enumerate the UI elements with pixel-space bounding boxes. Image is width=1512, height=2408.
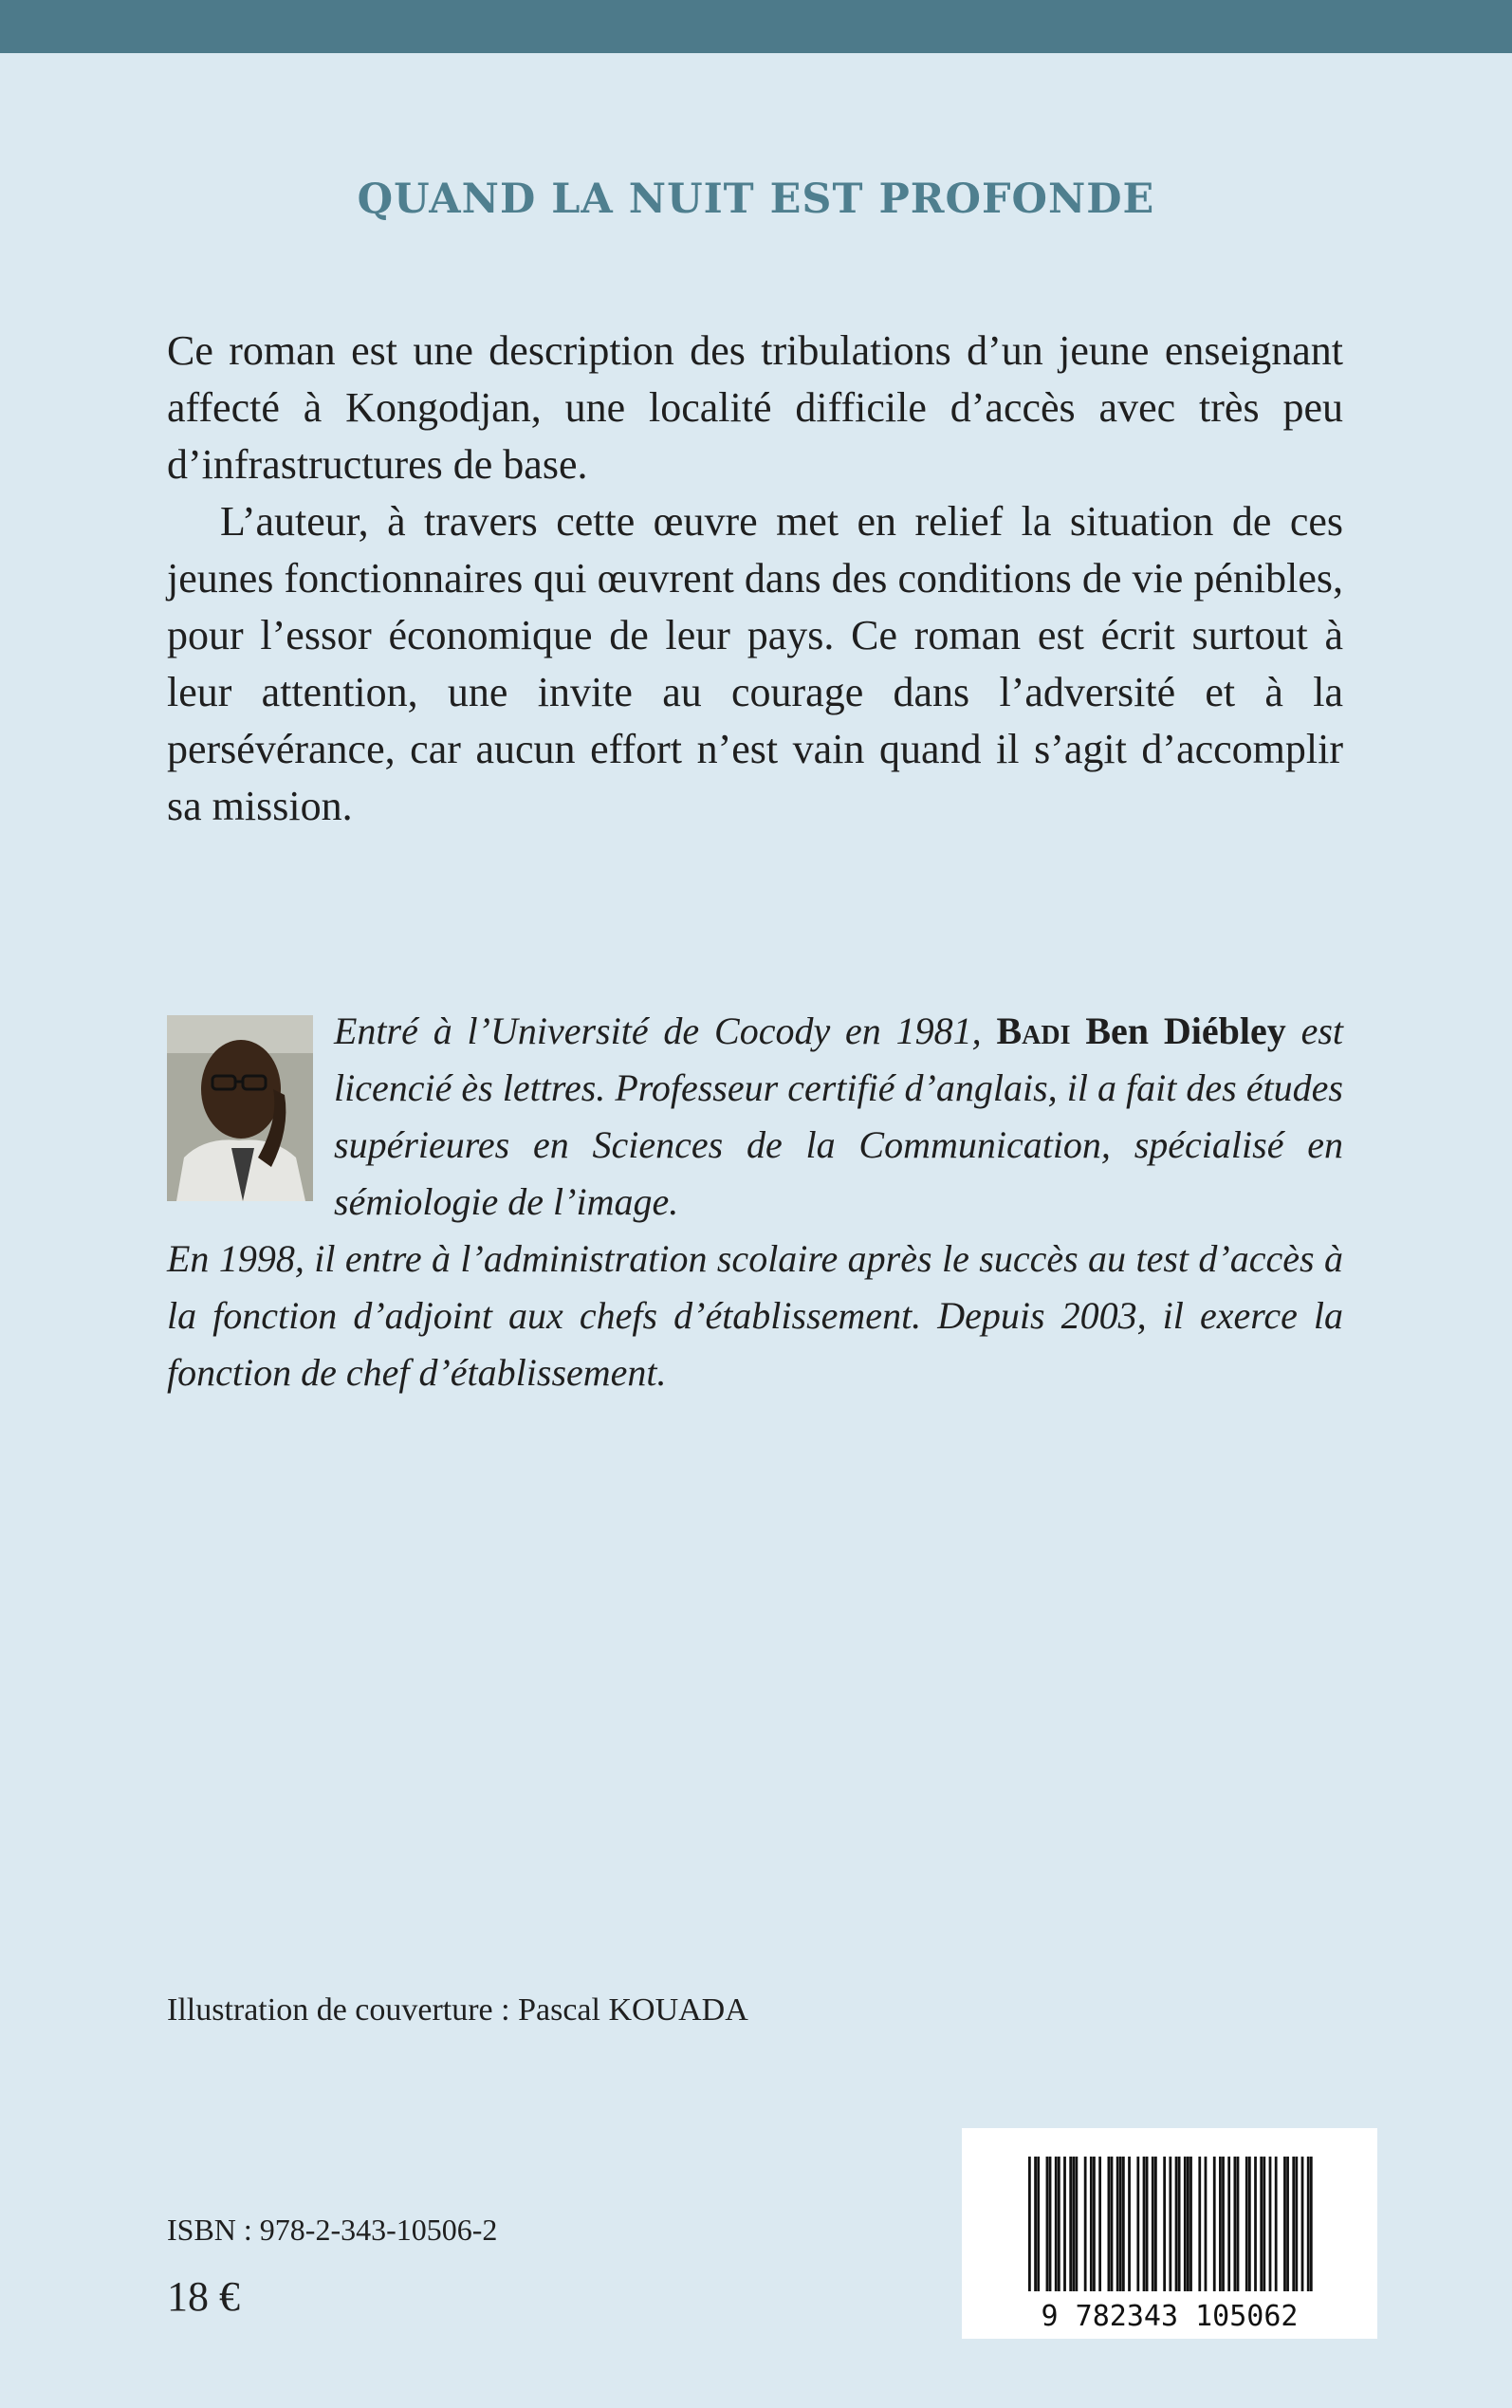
barcode-bar: [1111, 2157, 1114, 2291]
price: 18 €: [167, 2273, 240, 2320]
barcode-bar: [1301, 2157, 1304, 2291]
barcode-bar: [1237, 2157, 1240, 2291]
isbn: ISBN : 978-2-343-10506-2: [167, 2213, 498, 2247]
author-name: Badi Ben Diébley: [996, 1010, 1286, 1052]
barcode-bar: [1198, 2157, 1201, 2291]
barcode-bar: [1184, 2157, 1187, 2291]
barcode-bar: [1263, 2157, 1265, 2291]
synopsis-paragraph-2: L’auteur, à travers cette œuvre met en relief la situation de ces jeunes fonctionnaires qui œuvrent dans des conditions de vie pénibles, pour l’essor économique de leur pays. Ce roman est écrit surtout à leur attention, une invite au courage dans l’adversité et à la persévérance, car aucun effort n’est vain quand il s’agit d’accomplir sa mission.: [167, 498, 1343, 829]
barcode-bar: [1075, 2157, 1078, 2291]
barcode-bar: [1178, 2157, 1181, 2291]
barcode-bar: [1084, 2157, 1087, 2291]
barcode-bar: [1175, 2157, 1178, 2291]
barcode-bar: [1063, 2157, 1066, 2291]
barcode-bar: [1248, 2157, 1251, 2291]
cover-illustration-credit: Illustration de couverture : Pascal KOUADA: [167, 1992, 748, 2028]
barcode-bar: [1205, 2157, 1208, 2291]
barcode-bar: [1055, 2157, 1058, 2291]
barcode-bar: [1187, 2157, 1189, 2291]
barcode-bar: [1260, 2157, 1263, 2291]
barcode-bar: [1037, 2157, 1040, 2291]
barcode-bar: [1286, 2157, 1289, 2291]
barcode-bar: [1136, 2157, 1139, 2291]
barcode-bar: [1119, 2157, 1122, 2291]
barcode-bar: [1233, 2157, 1236, 2291]
bio-lead: Entré à l’Université de Cocody en 1981,: [334, 1010, 982, 1052]
barcode-bar: [1254, 2157, 1257, 2291]
barcode-bar: [1128, 2157, 1131, 2291]
synopsis-paragraph-1: Ce roman est une description des tribulations d’un jeune enseignant affecté à Kongodjan, une localité difficile d’accès avec très peu d’infrastructures de base.: [167, 327, 1343, 488]
barcode-bar: [1046, 2157, 1049, 2291]
barcode-bar: [1098, 2157, 1101, 2291]
barcode-bar: [1269, 2157, 1272, 2291]
barcode-bar: [1154, 2157, 1157, 2291]
barcode-bar: [1034, 2157, 1037, 2291]
barcode-bar: [1049, 2157, 1052, 2291]
barcode: [962, 2128, 1377, 2339]
author-bio-paragraph-2: En 1998, il entre à l’administration scolaire après le succès au test d’accès à la fonction d’adjoint aux chefs d’établissement. Depuis 2003, il exerce la fonction de chef d’établissement.: [167, 1237, 1343, 1394]
barcode-bar: [1116, 2157, 1119, 2291]
barcode-bar: [1245, 2157, 1248, 2291]
barcode-bar: [1307, 2157, 1310, 2291]
bio-rest: est licencié ès lettres. Professeur certifié d’anglais, il a fait des études supérieures en Sciences de la Communication, spécialisé en sémiologie de l’image.: [334, 1010, 1344, 1223]
barcode-bar: [1069, 2157, 1072, 2291]
author-bio-paragraph-1: [167, 1003, 1343, 1231]
barcode-bar: [1090, 2157, 1093, 2291]
barcode-bar: [1122, 2157, 1125, 2291]
barcode-bar: [1108, 2157, 1111, 2291]
barcode-bar: [1222, 2157, 1225, 2291]
synopsis: [167, 323, 1343, 835]
barcode-bar: [1152, 2157, 1154, 2291]
barcode-bar: [1275, 2157, 1278, 2291]
barcode-digits: 9 782343 105062: [1041, 2300, 1299, 2333]
barcode-bar: [1219, 2157, 1222, 2291]
barcode-bar: [1143, 2157, 1146, 2291]
barcode-bar: [1283, 2157, 1286, 2291]
barcode-bar: [1292, 2157, 1295, 2291]
barcode-bar: [1163, 2157, 1166, 2291]
top-color-band: [0, 0, 1512, 53]
barcode-bar: [1227, 2157, 1230, 2291]
barcode-bar: [1072, 2157, 1075, 2291]
barcode-bar: [1146, 2157, 1149, 2291]
book-title: QUAND LA NUIT EST PROFONDE: [357, 176, 1155, 223]
barcode-bar: [1093, 2157, 1096, 2291]
barcode-bar: [1058, 2157, 1060, 2291]
author-bio: [167, 1003, 1343, 1401]
barcode-bar: [1028, 2157, 1031, 2291]
barcode-bar: [1295, 2157, 1298, 2291]
barcode-bar: [1169, 2157, 1171, 2291]
barcode-bar: [1213, 2157, 1216, 2291]
barcode-bar: [1189, 2157, 1192, 2291]
barcode-bar: [1310, 2157, 1313, 2291]
